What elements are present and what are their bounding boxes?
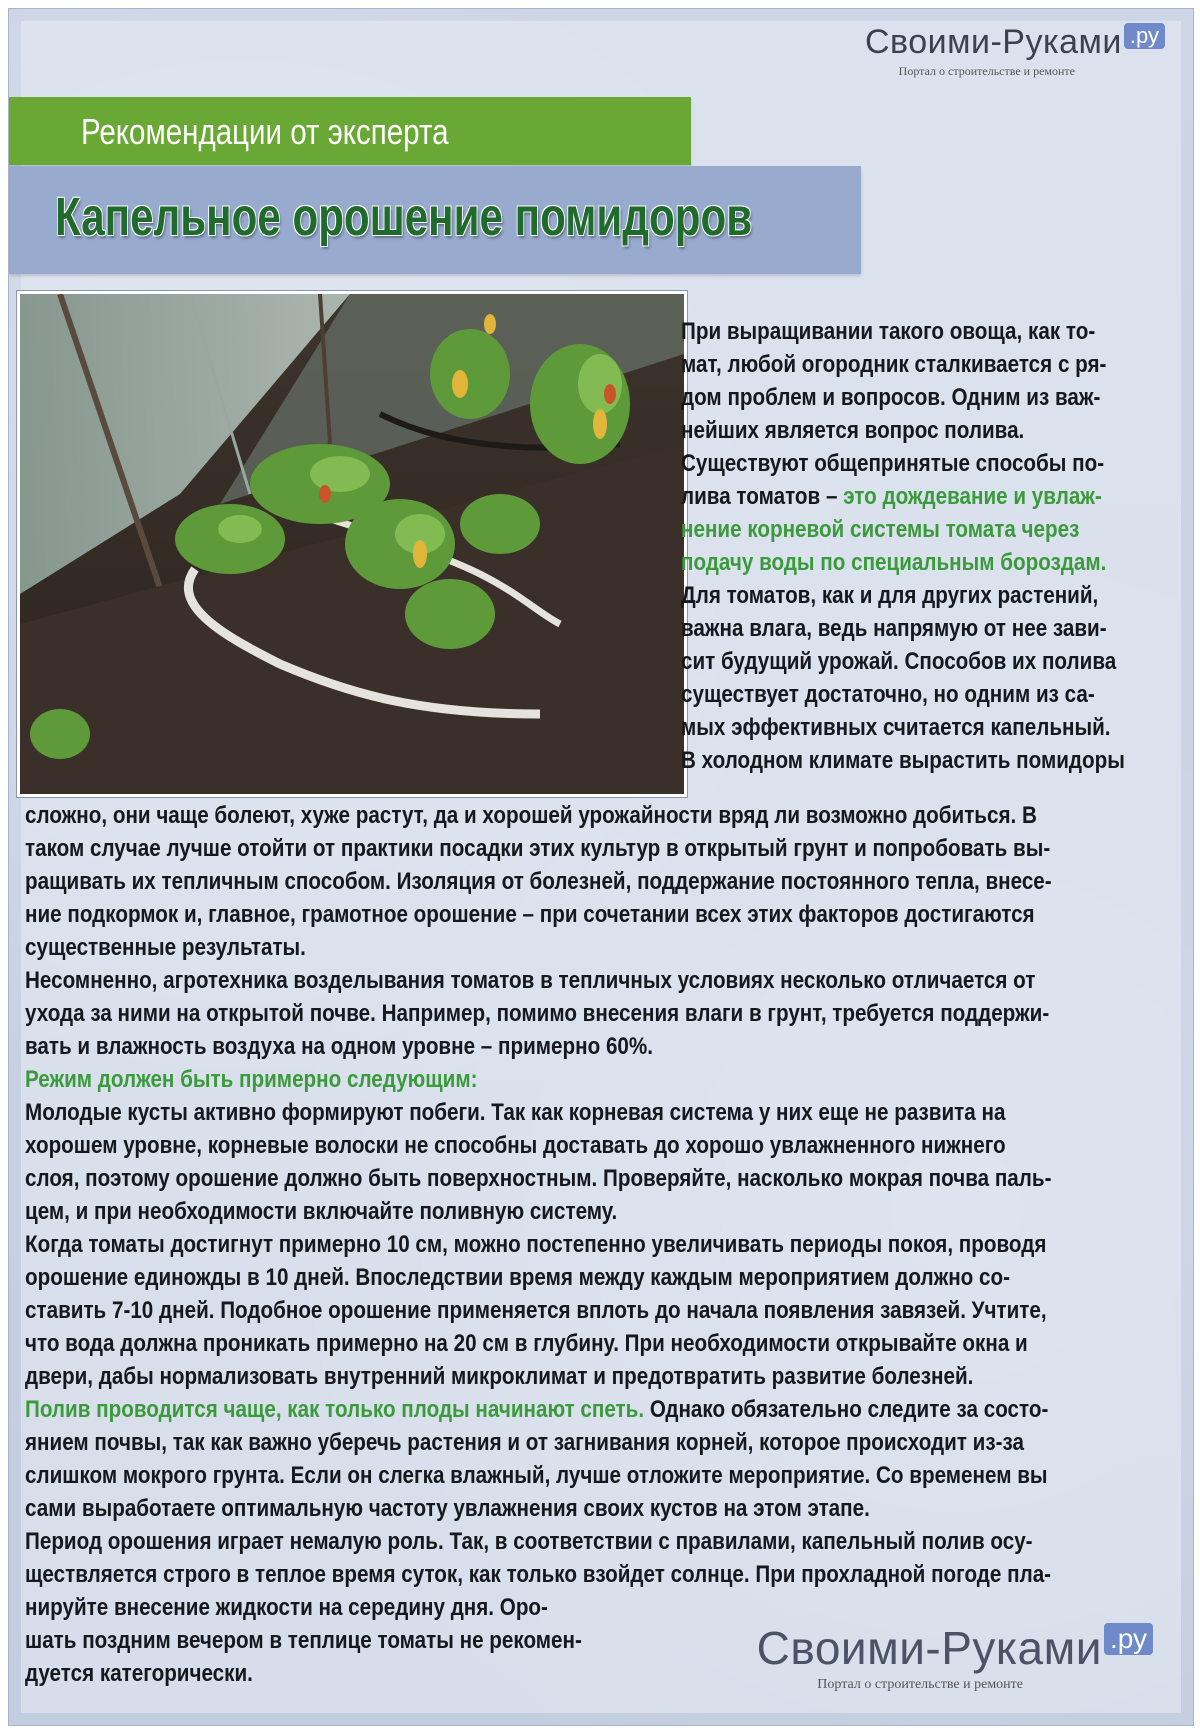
text-line: ществляется строго в теплое время суток, как только взойдет солнце. При прохладной погоде пла- <box>25 1561 1052 1588</box>
text-line: шать поздним вечером в теплице томаты не рекомен- <box>25 1627 582 1654</box>
text-line: сложно, они чаще болеют, хуже растут, да и хорошей урожайности вряд ли возможно добиться. В <box>25 802 1037 829</box>
section-heading: Режим должен быть примерно следующим: <box>25 1066 478 1093</box>
poster <box>8 8 1194 1726</box>
text-line: ние подкормок и, главное, грамотное орошение – при сочетании всех этих факторов достигаются <box>25 901 1035 928</box>
text-line: вать и влажность воздуха на одном уровне – примерно 60%. <box>25 1033 653 1060</box>
text-line: слишком мокрого грунта. Если он слегка влажный, лучше отложите мероприятие. Со временем вы <box>25 1462 1048 1489</box>
paragraph-intro <box>681 315 1170 777</box>
text-line: Молодые кусты активно формируют побеги. Так как корневая система у них еще не развита на <box>25 1099 1006 1126</box>
text-line: При выращивании такого овоща, как то- <box>681 318 1096 345</box>
article-body <box>25 799 1175 1690</box>
text-line: существует достаточно, но одним из са- <box>681 681 1095 708</box>
text-line: мат, любой огородник сталкивается с ря- <box>681 351 1107 378</box>
highlight-text: нение корневой системы томата через <box>681 516 1080 543</box>
text-line: орошение единожды в 10 дней. Впоследствии время между каждым мероприятием должно со- <box>25 1264 1010 1291</box>
logo-tagline: Портал о строительстве и ремонте <box>898 64 1075 78</box>
site-logo-footer[interactable] <box>757 1621 1153 1693</box>
text-line: что вода должна проникать примерно на 20 см в глубину. При необходимости открывайте окна и <box>25 1330 1028 1357</box>
text-line: ращивать их тепличным способом. Изоляция от болезней, поддержание постоянного тепла, внесе- <box>25 868 1052 895</box>
text-line: дом проблем и вопросов. Одним из важ- <box>681 384 1101 411</box>
greenhouse-photo <box>17 291 687 797</box>
text-line: нейших является вопрос полива. <box>681 417 1025 444</box>
logo-tld: .ру <box>1104 1623 1153 1655</box>
text-line: дуется категорически. <box>25 1660 253 1687</box>
text-line: Несомненно, агротехника возделывания томатов в тепличных условиях несколько отличается от <box>25 967 1036 994</box>
site-logo[interactable] <box>865 23 1165 79</box>
text-line: таком случае лучше отойти от практики посадки этих культур в открытый грунт и попробовать вы- <box>25 835 1051 862</box>
text-line <box>25 1393 1175 1426</box>
logo-brand: Своими-Руками <box>756 1622 1102 1674</box>
text-line: сами выработаете оптимальную частоту увлажнения своих кустов на этом этапе. <box>25 1495 870 1522</box>
text-fragment: Однако обязательно следите за состо- <box>644 1396 1049 1423</box>
text-line: двери, дабы нормализовать внутренний микроклимат и предотвратить развитие болезней. <box>25 1363 974 1390</box>
text-line: Когда томаты достигнут примерно 10 см, можно постепенно увеличивать периоды покоя, проводя <box>25 1231 1047 1258</box>
logo-brand: Своими-Руками <box>864 23 1122 61</box>
text-line: сит будущий урожай. Способов их полива <box>681 648 1117 675</box>
text-line: хорошем уровне, корневые волоски не способны доставать до хорошо увлажненного нижнего <box>25 1132 1006 1159</box>
text-line: нируйте внесение жидкости на середину дня. Оро- <box>25 1594 548 1621</box>
text-line <box>681 480 1171 513</box>
logo-tld: .ру <box>1124 23 1165 49</box>
highlight-text: Полив проводится чаще, как только плоды начинают спеть. <box>25 1396 645 1423</box>
text-line: слоя, поэтому орошение должно быть поверхностным. Проверяйте, насколько мокрая почва паль- <box>25 1165 1052 1192</box>
text-line: существенные результаты. <box>25 934 306 961</box>
logo-tagline: Портал о строительстве и ремонте <box>817 1677 1023 1692</box>
text-line: Для томатов, как и для других растений, <box>681 582 1099 609</box>
text-line: янием почвы, так как важно уберечь растения и от загнивания корней, которое происходит из-за <box>25 1429 1024 1456</box>
subtitle-banner <box>9 97 691 165</box>
text-line: цем, и при необходимости включайте поливную систему. <box>25 1198 618 1225</box>
text-line: ставить 7-10 дней. Подобное орошение применяется вплоть до начала появления завязей. Учтите, <box>25 1297 1047 1324</box>
subtitle-text: Рекомендации от эксперта <box>81 111 449 152</box>
page-title: Капельное орошение помидоров <box>55 187 753 247</box>
text-fragment: лива томатов – <box>681 483 844 510</box>
text-line: Существуют общепринятые способы по- <box>681 450 1105 477</box>
text-line: Период орошения играет немалую роль. Так, в соответствии с правилами, капельный полив осу- <box>25 1528 1033 1555</box>
text-line: важна влага, ведь напрямую от нее зави- <box>681 615 1107 642</box>
text-line: мых эффективных считается капельный. <box>681 714 1111 741</box>
highlight-text: подачу воды по специальным бороздам. <box>681 549 1107 576</box>
text-line: В холодном климате вырастить помидоры <box>681 747 1125 774</box>
highlight-text: это дождевание и увлаж- <box>843 483 1102 510</box>
text-line: ухода за ними на открытой почве. Например, помимо внесения влаги в грунт, требуется поддержи- <box>25 1000 1050 1027</box>
title-banner <box>9 166 861 274</box>
